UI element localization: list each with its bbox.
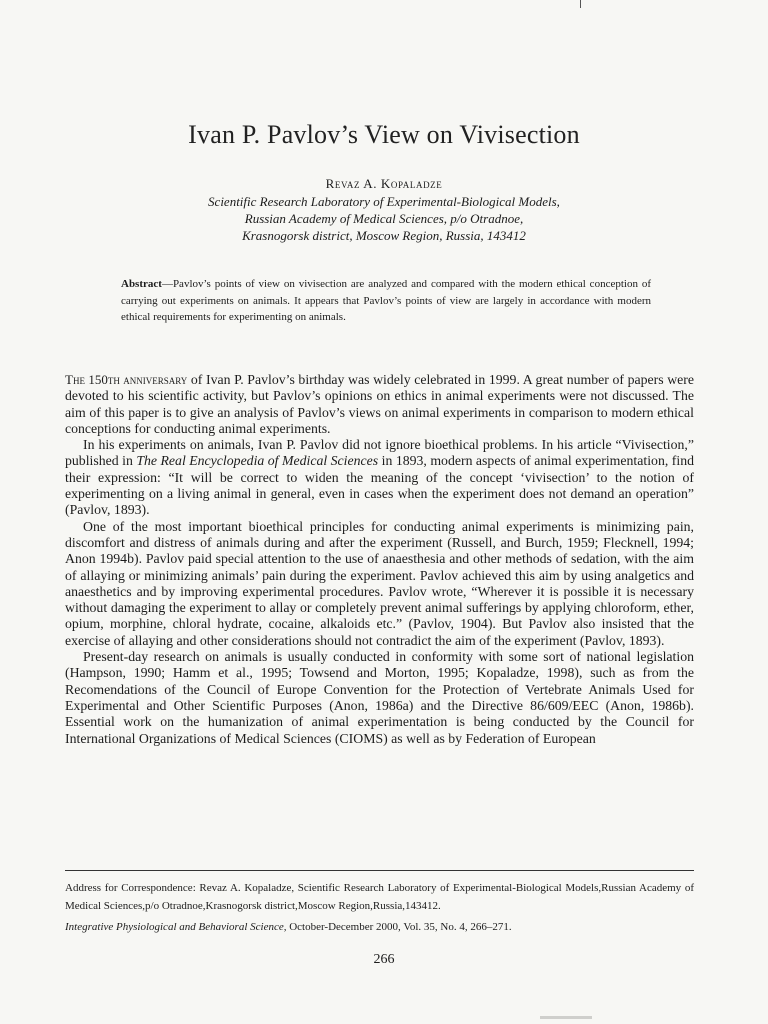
scan-smudge: [540, 1016, 592, 1019]
paragraph-text: in 1893, modern aspects of animal experimentation, find their expression: “It will be correct to widen the meaning of the concept ‘vivisection’ to the notion of experimenting on a living animal in general, even in cases when the experiment does not demand an operation” (Pavlov, 1893).: [65, 453, 694, 518]
affiliation-line: Scientific Research Laboratory of Experimental-Biological Models,: [208, 194, 560, 209]
affiliation-line: Krasnogorsk district, Moscow Region, Russia, 143412: [242, 228, 526, 243]
journal-name: Integrative Physiological and Behavioral Science,: [65, 921, 287, 933]
correspondence-footnote: Address for Correspondence: Revaz A. Kopaladze, Scientific Research Laboratory of Experimental-Biological Models,Russian Academy of Medical Sciences,p/o Otradnoe,Krasnogorsk district,Moscow Region,Russia,143412.: [65, 882, 694, 912]
page-number: 266: [373, 952, 395, 967]
article-body: [65, 372, 694, 747]
encyclopedia-title: The Real Encyclopedia of Medical Sciences: [136, 453, 379, 469]
paragraph-text: of Ivan P. Pavlov’s birthday was widely celebrated in 1999. A great number of papers were devoted to his scientific activity, but Pavlov’s opinions on ethics in animal experiments were not discussed. The aim of this paper is to give an analysis of Pavlov’s views on animal experiments in comparison to modern ethical conceptions for conducting animal experiments.: [65, 372, 694, 436]
body-paragraph: [65, 437, 694, 518]
abstract-label: Abstract: [121, 278, 162, 290]
paragraph-text: In his experiments on animals, Ivan P. Pavlov did not ignore bioethical problems. In his article “Vivisection,” published in: [65, 437, 694, 469]
scan-edge-mark: [580, 0, 581, 8]
journal-issue: October-December 2000, Vol. 35, No. 4, 266–271.: [286, 921, 512, 933]
affiliation-line: Russian Academy of Medical Sciences, p/o Otradnoe,: [244, 211, 524, 226]
article-title: Ivan P. Pavlov’s View on Vivisection: [188, 120, 580, 149]
footnote-divider: [65, 870, 694, 871]
journal-citation: [65, 921, 694, 933]
author-name: Revaz A. Kopaladze: [325, 176, 443, 191]
abstract-text: —Pavlov’s points of view on vivisection are analyzed and compared with the modern ethical conception of carrying out experiments on animals. It appears that Pavlov’s points of view are largely in accordance with modern ethical requirements for experimenting on animals.: [121, 278, 651, 323]
body-paragraph: One of the most important bioethical principles for conducting animal experiments is minimizing pain, discomfort and distress of animals during and after the experiment (Russell, and Burch, 1959; Flecknell, 1994; Anon 1994b). Pavlov paid special attention to the use of anaesthesia and other methods of sedation, with the aim of allaying or minimizing animals’ pain during the experiment. Pavlov achieved this aim by using analgetics and anaesthetics and by improving experimental procedures. Pavlov wrote, “Wherever it is possible it is necessary without damaging the experiment to allay or completely prevent animal sufferings by applying chloroform, ether, opium, morphine, chloral hydrate, cocaine, alkaloids etc.” (Pavlov, 1904). But Pavlov also insisted that the exercise of allaying and other considerations should not contradict the aim of the experiment (Pavlov, 1893).: [65, 518, 694, 648]
abstract: [121, 276, 651, 326]
body-paragraph: Present-day research on animals is usually conducted in conformity with some sort of national legislation (Hampson, 1990; Hamm et al., 1995; Towsend and Morton, 1995; Kopaladze, 1998), such as from the Recomendations of the Council of Europe Convention for the Protection of Vertebrate Animals Used for Experimental and Other Scientific Purposes (Anon, 1986a) and the Directive 86/609/EEC (Anon, 1986b). Essential work on the humanization of animal experimentation is being conducted by the Council for International Organizations of Medical Sciences (CIOMS) as well as by Federation of European: [65, 649, 694, 746]
body-paragraph: [65, 372, 694, 437]
paragraph-lead-in: The 150th anniversary: [65, 372, 188, 387]
author-affiliation: [0, 193, 768, 244]
